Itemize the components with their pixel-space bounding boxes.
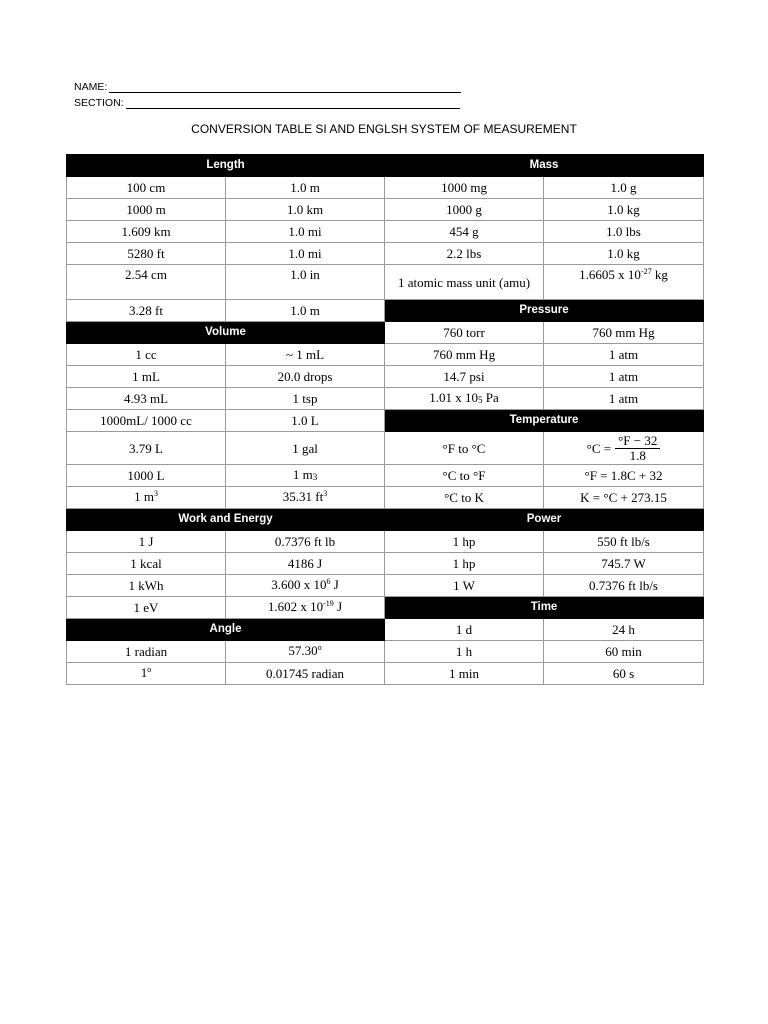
volume-cell: 1000 L [67, 465, 226, 487]
energy-exponent: 6 [326, 577, 331, 586]
power-cell: 550 ft lb/s [544, 531, 704, 553]
volume-cell: ~ 1 mL [226, 344, 385, 366]
table-row [67, 509, 704, 531]
temperature-cell: K = °C + 273.15 [544, 487, 704, 509]
table-row [67, 155, 704, 177]
table-row [67, 199, 704, 221]
volume-cell: 3.79 L [67, 432, 226, 465]
time-cell: 1 d [385, 619, 544, 641]
length-cell: 100 cm [67, 177, 226, 199]
time-cell: 1 min [385, 663, 544, 685]
length-cell: 1000 m [67, 199, 226, 221]
pressure-cell: 1 atm [544, 388, 704, 410]
length-cell: 1.0 in [226, 265, 385, 300]
volume-cell: 1 tsp [226, 388, 385, 410]
angle-value: 57.30 [288, 643, 318, 658]
mass-cell: 1.0 lbs [544, 221, 704, 243]
angle-cell [67, 663, 226, 685]
energy-cell: 1 J [67, 531, 226, 553]
length-cell: 2.54 cm [67, 265, 226, 300]
pressure-header: Pressure [385, 300, 704, 322]
mass-cell-amu-value [544, 265, 704, 300]
amu-value-unit: kg [651, 267, 668, 282]
pressure-cell: 1 atm [544, 344, 704, 366]
angle-value: 1 [140, 665, 148, 680]
time-cell: 60 s [544, 663, 704, 685]
volume-exponent: 3 [323, 489, 328, 498]
volume-cell: 20.0 drops [226, 366, 385, 388]
length-cell: 1.0 mi [226, 243, 385, 265]
table-row [67, 221, 704, 243]
volume-value: 35.31 ft [282, 489, 324, 504]
mass-cell: 1000 mg [385, 177, 544, 199]
table-row [67, 619, 704, 641]
angle-cell: 0.01745 radian [226, 663, 385, 685]
volume-cell: 4.93 mL [67, 388, 226, 410]
energy-cell [226, 597, 385, 619]
volume-cell: 1 gal [226, 432, 385, 465]
power-cell: 745.7 W [544, 553, 704, 575]
pressure-base: 1.01 x 10 [429, 390, 479, 405]
energy-unit: J [333, 599, 343, 614]
table-row [67, 344, 704, 366]
length-cell: 3.28 ft [67, 300, 226, 322]
volume-exponent: 3 [312, 472, 318, 482]
volume-cell [226, 487, 385, 509]
power-cell: 1 W [385, 575, 544, 597]
table-row [67, 177, 704, 199]
page-title: CONVERSION TABLE SI AND ENGLSH SYSTEM OF MEASUREMENT [191, 122, 577, 136]
mass-cell: 2.2 lbs [385, 243, 544, 265]
mass-cell: 454 g [385, 221, 544, 243]
length-cell: 5280 ft [67, 243, 226, 265]
energy-cell: 1 kcal [67, 553, 226, 575]
fraction-denominator: 1.8 [629, 447, 646, 463]
pressure-cell: 760 torr [385, 322, 544, 344]
mass-cell: 1.0 kg [544, 199, 704, 221]
name-field[interactable] [74, 81, 461, 93]
energy-base: 3.600 x 10 [271, 577, 327, 592]
table-row [67, 531, 704, 553]
length-cell: 1.0 m [226, 300, 385, 322]
pressure-unit: Pa [482, 390, 499, 405]
pressure-cell: 760 mm Hg [544, 322, 704, 344]
volume-cell: 1000mL/ 1000 cc [67, 410, 226, 432]
table-row [67, 465, 704, 487]
pressure-cell: 1 atm [544, 366, 704, 388]
volume-cell: 1 cc [67, 344, 226, 366]
length-cell: 1.0 m [226, 177, 385, 199]
angle-header: Angle [67, 619, 385, 641]
energy-unit: J [330, 577, 339, 592]
mass-cell: 1.0 kg [544, 243, 704, 265]
energy-cell: 4186 J [226, 553, 385, 575]
length-cell: 1.609 km [67, 221, 226, 243]
section-blank-line[interactable] [126, 97, 460, 109]
amu-value-exponent: -27 [640, 267, 652, 276]
energy-cell: 0.7376 ft lb [226, 531, 385, 553]
volume-exponent: 3 [153, 489, 158, 498]
table-row [67, 597, 704, 619]
mass-cell-amu: 1 atomic mass unit (amu) [385, 265, 544, 300]
temperature-header: Temperature [385, 410, 704, 432]
mass-cell: 1000 g [385, 199, 544, 221]
table-row [67, 322, 704, 344]
time-cell: 60 min [544, 641, 704, 663]
degree-mark: o [147, 665, 152, 674]
power-header: Power [385, 509, 704, 531]
table-row [67, 641, 704, 663]
table-row [67, 388, 704, 410]
temperature-cell: °C to °F [385, 465, 544, 487]
energy-cell [226, 575, 385, 597]
volume-header: Volume [67, 322, 385, 344]
temperature-cell: °F = 1.8C + 32 [544, 465, 704, 487]
temperature-cell: °F to °C [385, 432, 544, 465]
table-row [67, 487, 704, 509]
power-cell: 1 hp [385, 553, 544, 575]
table-row [67, 300, 704, 322]
length-cell: 1.0 km [226, 199, 385, 221]
temperature-formula-cell [544, 432, 704, 465]
volume-value: 1 m [292, 467, 313, 482]
time-cell: 24 h [544, 619, 704, 641]
table-row [67, 243, 704, 265]
table-row [67, 575, 704, 597]
energy-cell: 1 eV [67, 597, 226, 619]
formula-lhs: °C = [586, 440, 612, 456]
pressure-exponent: 5 [478, 395, 483, 405]
volume-cell [67, 487, 226, 509]
celsius-formula [587, 434, 661, 463]
power-cell: 1 hp [385, 531, 544, 553]
length-header: Length [67, 155, 385, 177]
angle-cell [226, 641, 385, 663]
energy-cell: 1 kWh [67, 575, 226, 597]
fraction-numerator: °F − 32 [615, 434, 660, 449]
table-row [67, 410, 704, 432]
pressure-cell: 14.7 psi [385, 366, 544, 388]
power-cell: 0.7376 ft lb/s [544, 575, 704, 597]
temperature-cell: °C to K [385, 487, 544, 509]
table-row [67, 366, 704, 388]
mass-header: Mass [385, 155, 704, 177]
volume-value: 1 m [134, 489, 154, 504]
table-row [67, 553, 704, 575]
work-energy-header: Work and Energy [67, 509, 385, 531]
time-header: Time [385, 597, 704, 619]
fraction [615, 434, 660, 463]
table-row [67, 663, 704, 685]
section-label: SECTION: [74, 97, 124, 109]
conversion-table [66, 154, 704, 685]
name-label: NAME: [74, 81, 108, 93]
name-blank-line[interactable] [109, 81, 461, 93]
degree-mark: o [317, 643, 322, 652]
mass-cell: 1.0 g [544, 177, 704, 199]
pressure-cell: 760 mm Hg [385, 344, 544, 366]
amu-value-base: 1.6605 x 10 [579, 267, 641, 282]
volume-cell: 1.0 L [226, 410, 385, 432]
volume-cell: 1 mL [67, 366, 226, 388]
volume-cell [226, 465, 385, 487]
length-cell: 1.0 mi [226, 221, 385, 243]
table-row [67, 265, 704, 300]
energy-base: 1.602 x 10 [267, 599, 324, 614]
section-field[interactable] [74, 97, 460, 109]
time-cell: 1 h [385, 641, 544, 663]
pressure-cell [385, 388, 544, 410]
table-row [67, 432, 704, 465]
angle-cell: 1 radian [67, 641, 226, 663]
energy-exponent: -19 [323, 599, 334, 608]
